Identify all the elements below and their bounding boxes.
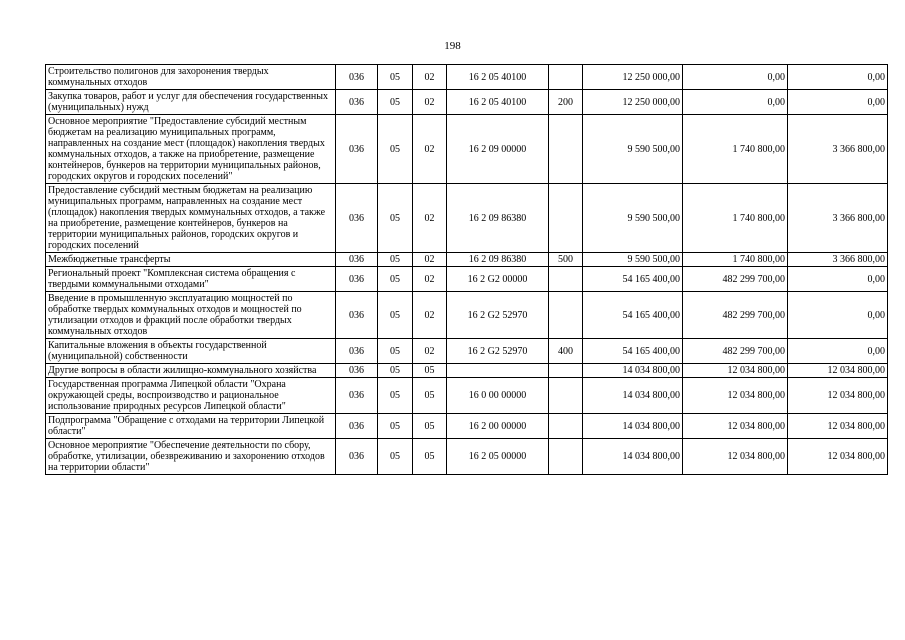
budget-table xyxy=(45,64,888,475)
row-name: Основное мероприятие "Обеспечение деятельности по сбору, обработке, утилизации, обезвреживанию и захоронению отходов на территории области" xyxy=(46,439,336,475)
section-code: 05 xyxy=(378,339,413,364)
amount-year-1: 12 250 000,00 xyxy=(583,65,683,90)
amount-year-3: 3 366 800,00 xyxy=(788,115,888,184)
table-row xyxy=(46,253,888,267)
section-code: 05 xyxy=(378,90,413,115)
amount-year-2: 482 299 700,00 xyxy=(683,339,788,364)
expense-type-code xyxy=(549,267,583,292)
amount-year-1: 9 590 500,00 xyxy=(583,115,683,184)
section-code: 05 xyxy=(378,414,413,439)
ministry-code: 036 xyxy=(336,184,378,253)
amount-year-1: 14 034 800,00 xyxy=(583,364,683,378)
subsection-code: 05 xyxy=(413,439,447,475)
amount-year-1: 14 034 800,00 xyxy=(583,378,683,414)
amount-year-3: 3 366 800,00 xyxy=(788,184,888,253)
target-article-code: 16 2 05 40100 xyxy=(447,90,549,115)
amount-year-1: 9 590 500,00 xyxy=(583,184,683,253)
ministry-code: 036 xyxy=(336,90,378,115)
subsection-code: 02 xyxy=(413,90,447,115)
amount-year-1: 54 165 400,00 xyxy=(583,292,683,339)
amount-year-1: 9 590 500,00 xyxy=(583,253,683,267)
ministry-code: 036 xyxy=(336,292,378,339)
target-article-code: 16 2 09 00000 xyxy=(447,115,549,184)
amount-year-3: 0,00 xyxy=(788,339,888,364)
expense-type-code: 200 xyxy=(549,90,583,115)
ministry-code: 036 xyxy=(336,253,378,267)
row-name: Другие вопросы в области жилищно-коммунального хозяйства xyxy=(46,364,336,378)
table-row xyxy=(46,378,888,414)
subsection-code: 02 xyxy=(413,292,447,339)
amount-year-2: 482 299 700,00 xyxy=(683,267,788,292)
amount-year-1: 12 250 000,00 xyxy=(583,90,683,115)
ministry-code: 036 xyxy=(336,364,378,378)
expense-type-code: 500 xyxy=(549,253,583,267)
amount-year-2: 0,00 xyxy=(683,90,788,115)
expense-type-code xyxy=(549,439,583,475)
amount-year-3: 3 366 800,00 xyxy=(788,253,888,267)
expense-type-code xyxy=(549,378,583,414)
row-name: Введение в промышленную эксплуатацию мощностей по обработке твердых коммунальных отходов и мощностей по утилизации отходов и фракций после обработки твердых коммунальных отходов xyxy=(46,292,336,339)
amount-year-3: 12 034 800,00 xyxy=(788,364,888,378)
amount-year-2: 0,00 xyxy=(683,65,788,90)
ministry-code: 036 xyxy=(336,339,378,364)
row-name: Предоставление субсидий местным бюджетам на реализацию муниципальных программ, направленных на создание мест (площадок) накопления твердых коммунальных отходов, а также на приобретение, размещение контейнеров, бункеров на территории муниципальных районов, городских округов и городских поселений xyxy=(46,184,336,253)
expense-type-code xyxy=(549,184,583,253)
expense-type-code xyxy=(549,414,583,439)
target-article-code: 16 2 09 86380 xyxy=(447,253,549,267)
section-code: 05 xyxy=(378,184,413,253)
ministry-code: 036 xyxy=(336,267,378,292)
amount-year-2: 1 740 800,00 xyxy=(683,253,788,267)
table-row xyxy=(46,414,888,439)
subsection-code: 02 xyxy=(413,115,447,184)
section-code: 05 xyxy=(378,292,413,339)
ministry-code: 036 xyxy=(336,115,378,184)
row-name: Региональный проект "Комплексная система обращения с твердыми коммунальными отходами" xyxy=(46,267,336,292)
table-row xyxy=(46,267,888,292)
section-code: 05 xyxy=(378,364,413,378)
target-article-code: 16 2 05 40100 xyxy=(447,65,549,90)
row-name: Капитальные вложения в объекты государственной (муниципальной) собственности xyxy=(46,339,336,364)
section-code: 05 xyxy=(378,253,413,267)
expense-type-code xyxy=(549,292,583,339)
subsection-code: 02 xyxy=(413,65,447,90)
target-article-code: 16 2 05 00000 xyxy=(447,439,549,475)
row-name: Основное мероприятие "Предоставление субсидий местным бюджетам на реализацию муниципальных программ, направленных на создание мест (площадок) накопления твердых коммунальных отходов, а также на приобретение, размещение контейнеров, бункеров на территории муниципальных районов, городских округов и городских поселений" xyxy=(46,115,336,184)
amount-year-3: 0,00 xyxy=(788,65,888,90)
ministry-code: 036 xyxy=(336,439,378,475)
amount-year-2: 1 740 800,00 xyxy=(683,184,788,253)
amount-year-2: 12 034 800,00 xyxy=(683,378,788,414)
ministry-code: 036 xyxy=(336,414,378,439)
target-article-code: 16 2 00 00000 xyxy=(447,414,549,439)
subsection-code: 02 xyxy=(413,253,447,267)
section-code: 05 xyxy=(378,378,413,414)
expense-type-code xyxy=(549,364,583,378)
amount-year-3: 12 034 800,00 xyxy=(788,414,888,439)
subsection-code: 05 xyxy=(413,414,447,439)
amount-year-3: 0,00 xyxy=(788,292,888,339)
subsection-code: 02 xyxy=(413,339,447,364)
target-article-code: 16 2 09 86380 xyxy=(447,184,549,253)
amount-year-2: 12 034 800,00 xyxy=(683,364,788,378)
amount-year-2: 1 740 800,00 xyxy=(683,115,788,184)
amount-year-3: 0,00 xyxy=(788,267,888,292)
amount-year-3: 0,00 xyxy=(788,90,888,115)
row-name: Подпрограмма "Обращение с отходами на территории Липецкой области" xyxy=(46,414,336,439)
table-row xyxy=(46,292,888,339)
row-name: Государственная программа Липецкой области "Охрана окружающей среды, воспроизводство и рациональное использование природных ресурсов Липецкой области" xyxy=(46,378,336,414)
table-row xyxy=(46,184,888,253)
ministry-code: 036 xyxy=(336,65,378,90)
target-article-code xyxy=(447,364,549,378)
target-article-code: 16 2 G2 52970 xyxy=(447,339,549,364)
subsection-code: 05 xyxy=(413,364,447,378)
amount-year-3: 12 034 800,00 xyxy=(788,378,888,414)
page-number: 198 xyxy=(444,40,461,52)
target-article-code: 16 2 G2 00000 xyxy=(447,267,549,292)
amount-year-1: 14 034 800,00 xyxy=(583,439,683,475)
expense-type-code: 400 xyxy=(549,339,583,364)
subsection-code: 02 xyxy=(413,184,447,253)
ministry-code: 036 xyxy=(336,378,378,414)
subsection-code: 05 xyxy=(413,378,447,414)
target-article-code: 16 0 00 00000 xyxy=(447,378,549,414)
subsection-code: 02 xyxy=(413,267,447,292)
expense-type-code xyxy=(549,65,583,90)
section-code: 05 xyxy=(378,267,413,292)
table-row xyxy=(46,364,888,378)
table-row xyxy=(46,90,888,115)
section-code: 05 xyxy=(378,65,413,90)
row-name: Закупка товаров, работ и услуг для обеспечения государственных (муниципальных) нужд xyxy=(46,90,336,115)
amount-year-1: 54 165 400,00 xyxy=(583,339,683,364)
amount-year-3: 12 034 800,00 xyxy=(788,439,888,475)
target-article-code: 16 2 G2 52970 xyxy=(447,292,549,339)
amount-year-2: 12 034 800,00 xyxy=(683,439,788,475)
row-name: Строительство полигонов для захоронения твердых коммунальных отходов xyxy=(46,65,336,90)
section-code: 05 xyxy=(378,115,413,184)
amount-year-2: 12 034 800,00 xyxy=(683,414,788,439)
row-name: Межбюджетные трансферты xyxy=(46,253,336,267)
table-row xyxy=(46,115,888,184)
section-code: 05 xyxy=(378,439,413,475)
table-row xyxy=(46,339,888,364)
table-row xyxy=(46,439,888,475)
table-row xyxy=(46,65,888,90)
expense-type-code xyxy=(549,115,583,184)
amount-year-2: 482 299 700,00 xyxy=(683,292,788,339)
amount-year-1: 14 034 800,00 xyxy=(583,414,683,439)
amount-year-1: 54 165 400,00 xyxy=(583,267,683,292)
